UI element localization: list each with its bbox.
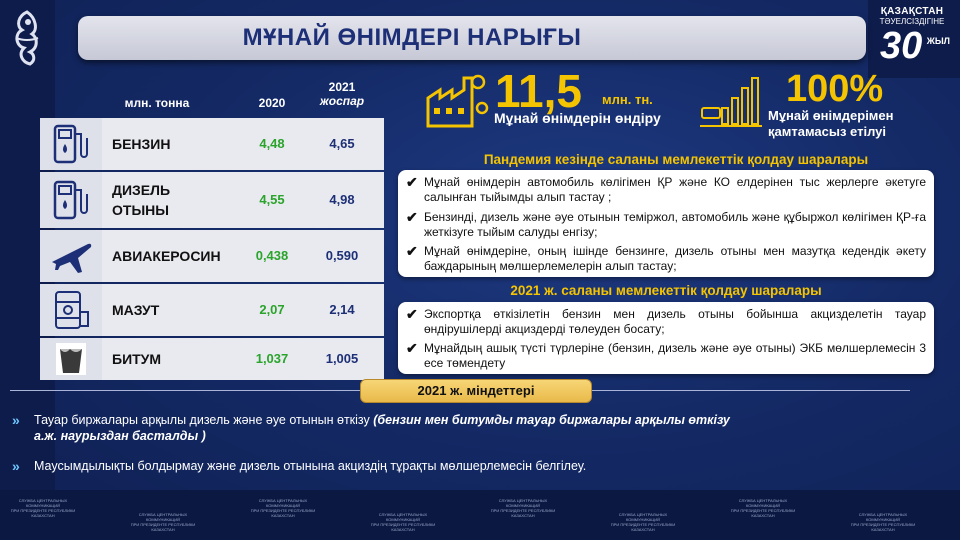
value-2021: 0,590 bbox=[325, 248, 359, 263]
airplane-icon bbox=[48, 236, 94, 276]
independence-30-logo: ҚАЗАҚСТАН ТӘУЕЛСІЗДІГІНЕ 30 ЖЫЛ bbox=[879, 6, 950, 67]
pandemic-item-1: ✔ Мұнай өнімдерін автомобиль көлігімен ҚР және КО елдерінен тыс жерлерге әкетуге салынған тыйымды алып тастау ; bbox=[406, 174, 926, 204]
row-name: ДИЗЕЛЬ ОТЫНЫ bbox=[112, 182, 171, 218]
kpi-supply-caption: Мұнай өнімдерімен қамтамасыз етілуі bbox=[768, 108, 894, 139]
table-row-bitum bbox=[40, 338, 384, 380]
chevron-right-icon: » bbox=[12, 458, 20, 474]
kpi-production-unit: млн. тн. bbox=[602, 92, 653, 107]
value-2020: 0,438 bbox=[255, 248, 289, 263]
chevron-right-icon: » bbox=[12, 412, 20, 428]
support2021-heading: 2021 ж. саланы мемлекеттік қолдау шаралары bbox=[510, 283, 822, 298]
support-item-1: ✔ Экспортқа өткізілетін бензин мен дизель отыны бойынша акцизделетін тауар өндірушілерді акциздерді төлеуден босату; bbox=[406, 306, 926, 336]
value-2020: 1,037 bbox=[255, 351, 289, 366]
title-bar bbox=[78, 16, 866, 60]
barrel-icon bbox=[50, 288, 92, 332]
header-2021: 2021 жоспар bbox=[319, 80, 365, 108]
fuel-pump-icon bbox=[51, 178, 91, 222]
table-row-diesel bbox=[40, 172, 384, 228]
kpi-supply-value: 100% bbox=[786, 68, 884, 110]
value-2021: 4,65 bbox=[329, 136, 355, 151]
pandemic-item-2: ✔ Бензинді, дизель және әуе отынын теміржол, автомобиль және құбыржол көлігімен ҚР-ға жеткізуге тыйым салуды енгізу; bbox=[406, 209, 926, 239]
value-2021: 2,14 bbox=[329, 302, 355, 317]
page-title: МҰНАЙ ӨНІМДЕРІ НАРЫҒЫ bbox=[242, 24, 582, 51]
tasks-label: 2021 ж. міндеттері bbox=[360, 379, 592, 403]
checkmark-icon: ✔ bbox=[406, 209, 418, 225]
growth-chart-icon bbox=[700, 74, 764, 128]
checkmark-icon: ✔ bbox=[406, 306, 418, 322]
support-item-2: ✔ Мұнайдың ашық түсті түрлеріне (бензин, дизель және әуе отыны) ЭКБ мөлшерлемесін 3 есе төмендету bbox=[406, 340, 926, 370]
kpi-production-value: 11,5 bbox=[495, 65, 582, 117]
footer-watermark-strip: СЛУЖБА ЦЕНТРАЛЬНЫХ КОММУНИКАЦИЙ ПРИ ПРЕЗИДЕНТЕ РЕСПУБЛИКИ КАЗАХСТАН СЛУЖБА ЦЕНТРАЛЬНЫХ КОММУНИКАЦИЙ ПРИ ПРЕЗИДЕНТЕ РЕСПУБЛИКИ КАЗАХСТАН СЛУЖБА ЦЕНТРАЛЬНЫХ КОММУНИКАЦИЙ ПРИ ПРЕЗИДЕНТЕ РЕСПУБЛИКИ КАЗАХСТАН СЛУЖБА ЦЕНТРАЛЬНЫХ КОММУНИКАЦИЙ ПРИ ПРЕЗИДЕНТЕ РЕСПУБЛИКИ КАЗАХСТАН СЛУЖБА ЦЕНТРАЛЬНЫХ КОММУНИКАЦИЙ ПРИ ПРЕЗИДЕНТЕ РЕСПУБЛИКИ КАЗАХСТАН СЛУЖБА ЦЕНТРАЛЬНЫХ КОММУНИКАЦИЙ ПРИ ПРЕЗИДЕНТЕ РЕСПУБЛИКИ КАЗАХСТАН СЛУЖБА ЦЕНТРАЛЬНЫХ КОММУНИКАЦИЙ ПРИ ПРЕЗИДЕНТЕ РЕСПУБЛИКИ КАЗАХСТАН СЛУЖБА ЦЕНТРАЛЬНЫХ КОММУНИКАЦИЙ ПРИ ПРЕЗИДЕНТЕ РЕСПУБЛИКИ КАЗАХСТАН bbox=[0, 490, 960, 540]
pandemic-measures-box bbox=[398, 170, 934, 277]
value-2020: 2,07 bbox=[259, 302, 285, 317]
value-2020: 4,55 bbox=[259, 192, 285, 207]
emblem-icon bbox=[8, 8, 46, 68]
pandemic-heading: Пандемия кезінде саланы мемлекеттік қолдау шаралары bbox=[483, 152, 869, 167]
value-2020: 4,48 bbox=[259, 136, 285, 151]
kpi-production-caption: Мұнай өнімдерін өндіру bbox=[494, 110, 661, 126]
row-name: МАЗУТ bbox=[112, 302, 160, 318]
task-item-2: » Маусымдылықты болдырмау және дизель отынына акциздің тұрақты мөлшерлемесін белгілеу. bbox=[12, 458, 587, 474]
checkmark-icon: ✔ bbox=[406, 174, 418, 190]
value-2021: 1,005 bbox=[325, 351, 359, 366]
header-unit: млн. тонна bbox=[124, 96, 190, 110]
table-row-aviakerosin bbox=[40, 230, 384, 282]
bitumen-bucket-icon bbox=[54, 341, 88, 377]
fuel-pump-icon bbox=[51, 122, 91, 166]
row-name: БИТУМ bbox=[112, 351, 162, 367]
table-row-benzin bbox=[40, 118, 384, 170]
support2021-box bbox=[398, 302, 934, 374]
checkmark-icon: ✔ bbox=[406, 340, 418, 356]
pandemic-item-3: ✔ Мұнай өнімдеріне, оның ішінде бензинге, дизель отыны мен мазутқа кедендік әкету баждарының мөлшерлемелерін алып тастау; bbox=[406, 243, 926, 273]
row-name: БЕНЗИН bbox=[112, 136, 171, 152]
table-row-mazut bbox=[40, 284, 384, 336]
task-item-1: » Тауар биржалары арқылы дизель және әуе отынын өткізу (бензин мен битумды тауар биржалары арқылы өткізу а.ж. наурыздан басталды ) bbox=[12, 412, 730, 443]
checkmark-icon: ✔ bbox=[406, 243, 418, 259]
header-2020: 2020 bbox=[258, 96, 286, 110]
value-2021: 4,98 bbox=[329, 192, 355, 207]
factory-icon bbox=[424, 68, 490, 130]
row-name: АВИАКЕРОСИН bbox=[112, 248, 221, 264]
